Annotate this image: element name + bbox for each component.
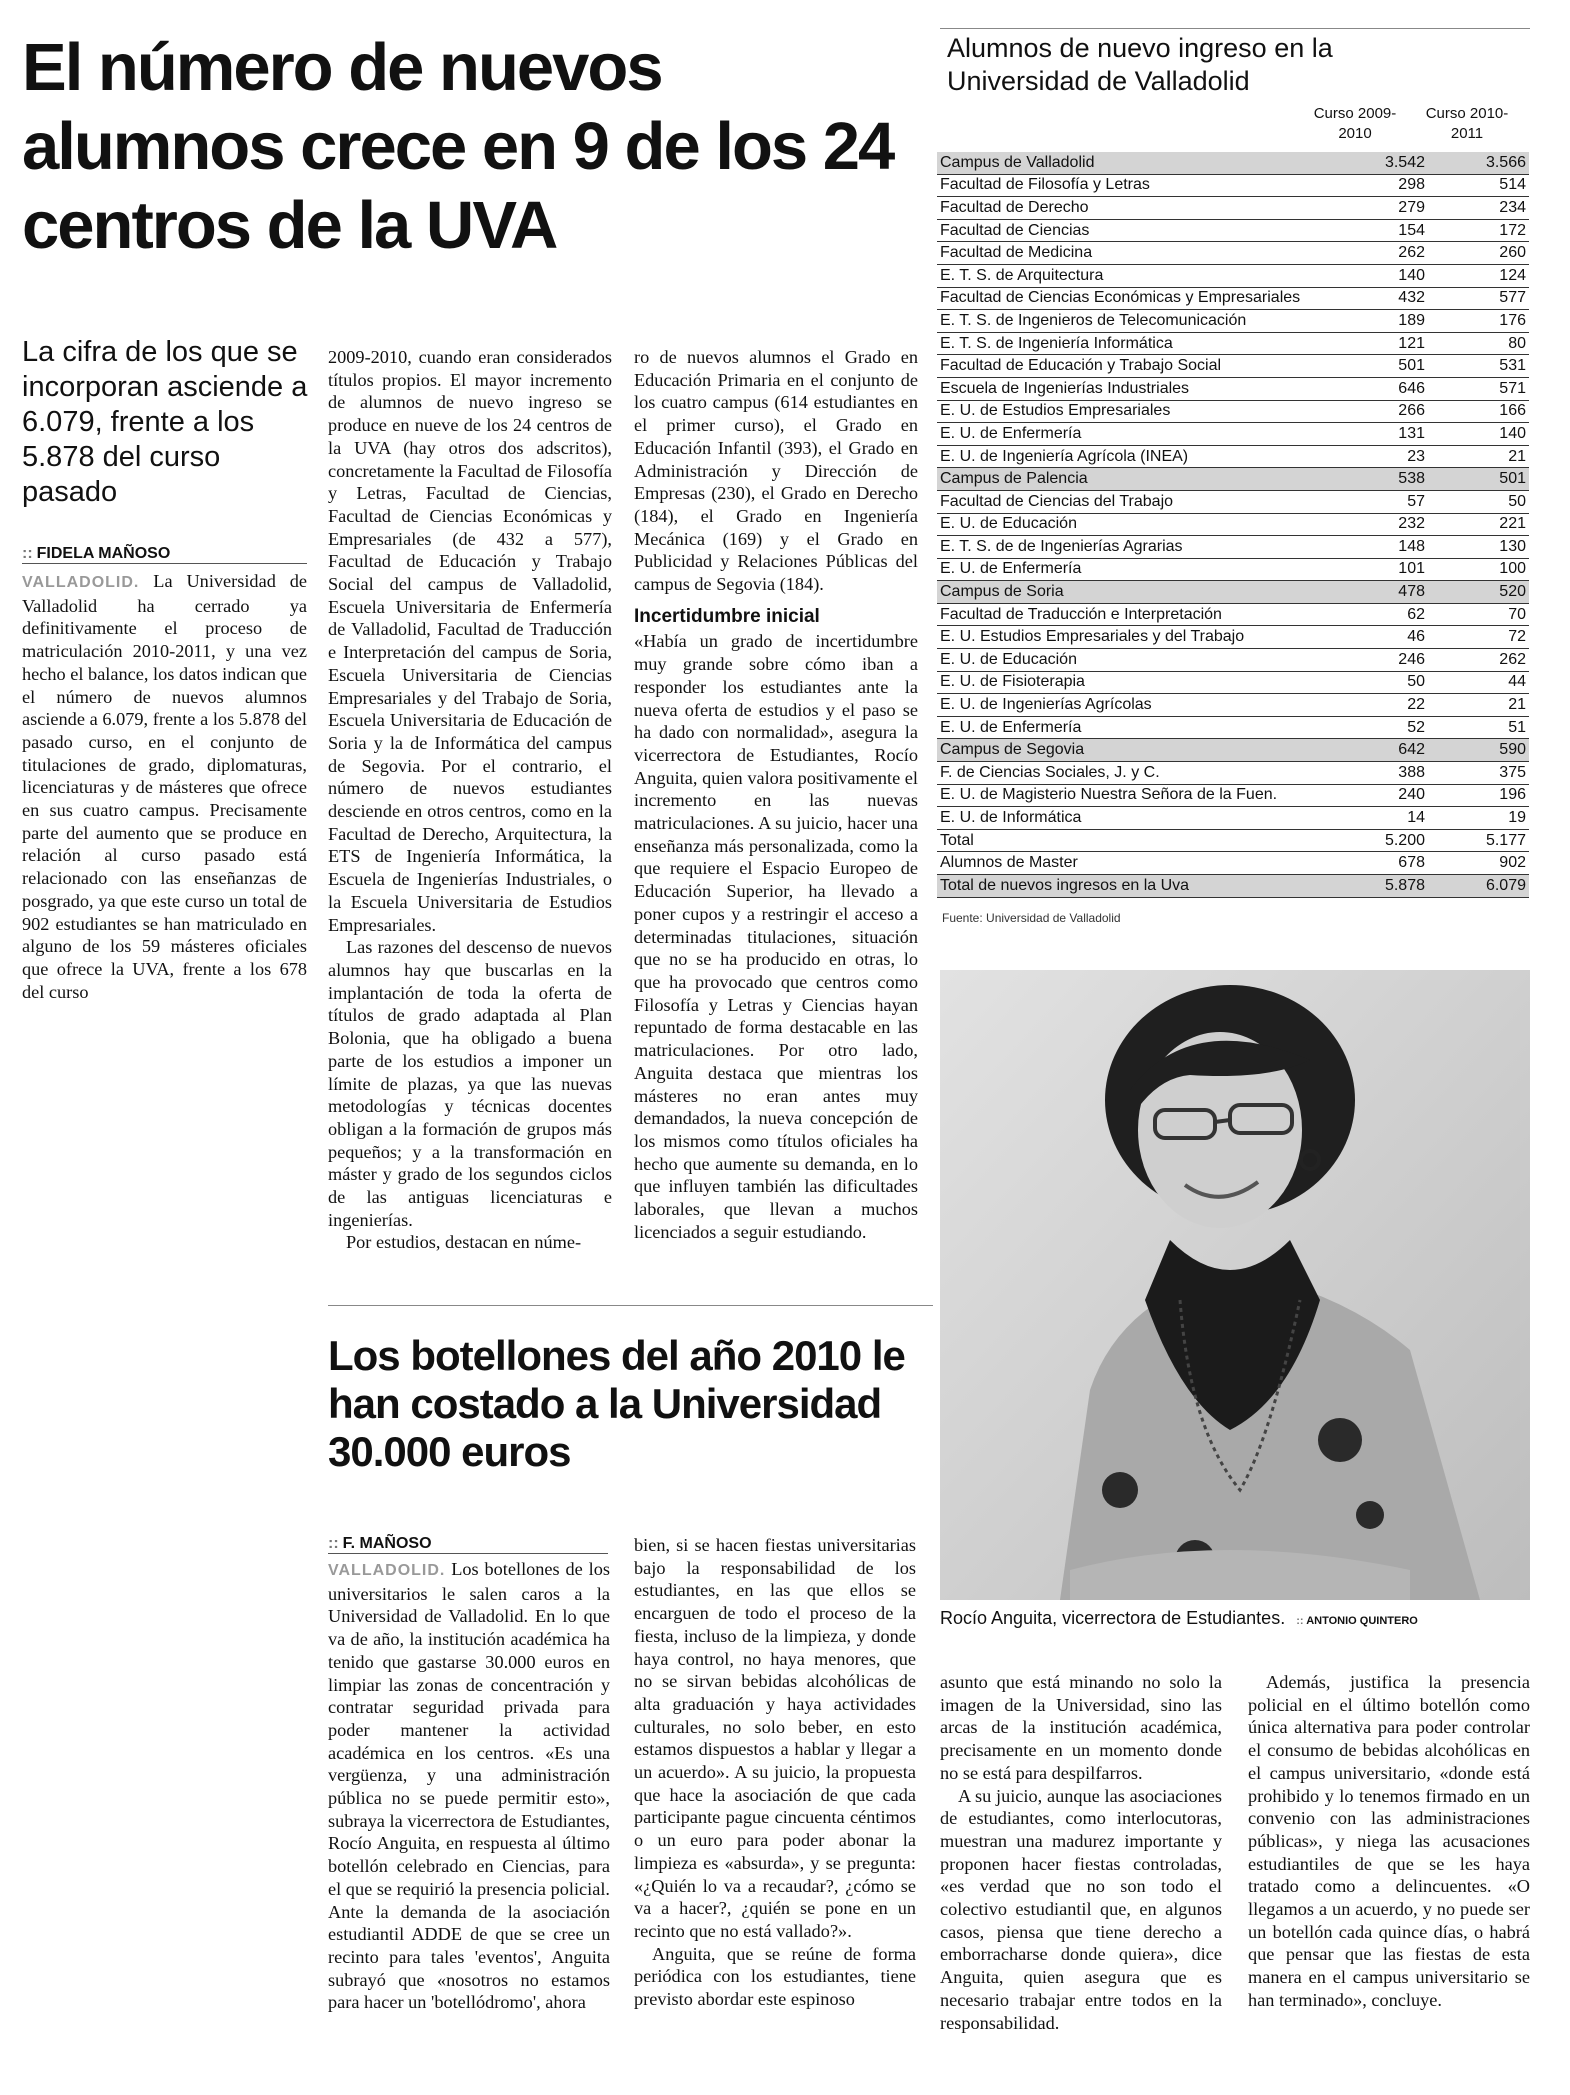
value-2010: 176: [1428, 310, 1529, 333]
paragraph: Las razones del descenso de nuevos alumnos hay que buscarlas en la implantación de toda la oferta de títulos de grado adaptada al Plan Bolonia, que ha obligado a buena parte de los estudios a imponer un límite de plazas, ya que las nuevas metodologías y técnicas docentes obligan a la formación de grupos más pequeños; y a la transformación en máster y grado de los segundos ciclos de las antiguas licenciaturas e ingenierías.: [328, 937, 612, 1230]
byline-author: FIDELA MAÑOSO: [36, 545, 171, 562]
row-label: Facultad de Ciencias Económicas y Empresariales: [937, 287, 1327, 310]
row-label: Total: [937, 829, 1327, 852]
row-label: Facultad de Educación y Trabajo Social: [937, 355, 1327, 378]
dateline: VALLADOLID.: [328, 1562, 446, 1579]
row-label: E. U. de Magisterio Nuestra Señora de la Fuen.: [937, 784, 1327, 807]
value-2010: 100: [1428, 558, 1529, 581]
byline-marker: ::: [22, 545, 33, 562]
section-subheading: Incertidumbre inicial: [634, 605, 820, 627]
value-2009: 240: [1327, 784, 1428, 807]
row-label: E. U. de Educación: [937, 513, 1327, 536]
value-2009: 57: [1327, 490, 1428, 513]
value-2010: 375: [1428, 762, 1529, 785]
table-row: [937, 852, 1529, 875]
value-2009: 246: [1327, 649, 1428, 672]
table-row: [937, 694, 1529, 717]
value-2010: 44: [1428, 671, 1529, 694]
table-row: [937, 400, 1529, 423]
table-row: [937, 513, 1529, 536]
table-source: Fuente: Universidad de Valladolid: [942, 911, 1121, 925]
table-row: [937, 875, 1529, 898]
byline-author: F. MAÑOSO: [342, 1535, 432, 1552]
value-2009: 642: [1327, 739, 1428, 762]
value-2010: 124: [1428, 264, 1529, 287]
row-label: E. T. S. de Ingeniería Informática: [937, 332, 1327, 355]
table-row: [937, 807, 1529, 830]
value-2009: 298: [1327, 174, 1428, 197]
table-row: [937, 716, 1529, 739]
value-2010: 221: [1428, 513, 1529, 536]
value-2010: 70: [1428, 603, 1529, 626]
paragraph: 2009-2010, cuando eran considerados títulos propios. El mayor incremento de alumnos de nuevo ingreso se produce en nueve de los 24 centros de la UVA (hay otros dos adscritos), concretamente la Facultad de Filosofía y Letras, Facultad de Ciencias, Facultad de Ciencias Económicas y Empresariales (de 432 a 577), Facultad de Educación y Trabajo Social del campus de Valladolid, Escuela Universitaria de Enfermería de Valladolid, Facultad de Traducción e Interpretación del campus de Soria, Escuela Universitaria de Ciencias Empresariales y del Trabajo de Soria, Escuela Universitaria de Educación de Soria y la de Informática del campus de Segovia. Por el contrario, el número de nuevos estudiantes desciende en otros centros, como en la Facultad de Derecho, Arquitectura, la ETS de Ingeniería Informática, la Escuela de Ingenierías Industriales, o la Escuela Universitaria de Estudios Empresariales.: [328, 347, 612, 935]
table-row: [937, 558, 1529, 581]
enrollment-table: [937, 152, 1529, 898]
table-row: [937, 264, 1529, 287]
article1-column-1: [22, 570, 307, 1003]
row-label: E. U. de Enfermería: [937, 423, 1327, 446]
table-row: [937, 174, 1529, 197]
value-2010: 590: [1428, 739, 1529, 762]
byline-rule: [328, 1553, 608, 1554]
credit-marker: ::: [1296, 1615, 1304, 1627]
row-label: E. U. de Ingenierías Agrícolas: [937, 694, 1327, 717]
row-label: E. U. de Enfermería: [937, 558, 1327, 581]
table-column-headers: [1300, 104, 1528, 148]
article2-column-2: [634, 1534, 916, 2011]
value-2009: 101: [1327, 558, 1428, 581]
row-label: E. U. de Estudios Empresariales: [937, 400, 1327, 423]
value-2009: 131: [1327, 423, 1428, 446]
main-subheadline: La cifra de los que se incorporan asciende a 6.079, frente a los 5.878 del curso pasado: [22, 336, 308, 508]
table-row: [937, 377, 1529, 400]
value-2010: 531: [1428, 355, 1529, 378]
paragraph: Además, justifica la presencia policial en el último botellón como única alternativa para poder controlar el consumo de bebidas alcohólicas en el campus universitario, «donde está prohibido y lo tenemos firmado en un convenio con las administraciones públicas», y niega las acusaciones estudiantiles de que se les haya tratado como a delincuentes. «O llegamos a un acuerdo, y no puede ser un botellón cada quince días, o habrá que pensar que las fiestas de esta manera en el campus universitario se han terminado», concluye.: [1248, 1672, 1530, 2010]
row-label: F. de Ciencias Sociales, J. y C.: [937, 762, 1327, 785]
byline: [22, 545, 170, 563]
value-2010: 196: [1428, 784, 1529, 807]
paragraph: bien, si se hacen fiestas universitarias bajo la responsabilidad de los estudiantes, en las que ellos se encarguen de todo el proceso de la fiesta, incluso de la limpieza, y donde haya control, no haya menores, que no se sirvan bebidas alcohólicas de alta graduación y haya actividades culturales, no solo beber, en esto estamos dispuestos a hablar y llegar a un acuerdo». A su juicio, la propuesta que hace la asociación de que cada participante pague cincuenta céntimos o un euro para poder abonar la limpieza es «absurda», y se pregunta: «¿Quién lo va a recaudar?, ¿cómo se va a hacer?, ¿quién se pone en un recinto que no está vallado?».: [634, 1535, 916, 1941]
value-2009: 3.542: [1327, 152, 1428, 174]
row-label: Facultad de Ciencias: [937, 219, 1327, 242]
row-label: E. U. Estudios Empresariales y del Trabajo: [937, 626, 1327, 649]
value-2010: 166: [1428, 400, 1529, 423]
value-2009: 22: [1327, 694, 1428, 717]
row-label: Facultad de Medicina: [937, 242, 1327, 265]
table-row: [937, 310, 1529, 333]
row-label: Campus de Soria: [937, 581, 1327, 604]
table-row: [937, 445, 1529, 468]
table-row: [937, 603, 1529, 626]
value-2010: 520: [1428, 581, 1529, 604]
row-label: E. T. S. de de Ingenierías Agrarias: [937, 536, 1327, 559]
column-header-2009: Curso 2009-2010: [1313, 105, 1397, 142]
value-2010: 21: [1428, 445, 1529, 468]
portrait-photo: [940, 970, 1530, 1600]
table-title: Alumnos de nuevo ingreso en la Universidad de Valladolid: [947, 33, 1333, 96]
table-row: [937, 762, 1529, 785]
row-label: E. U. de Fisioterapia: [937, 671, 1327, 694]
value-2009: 46: [1327, 626, 1428, 649]
value-2010: 234: [1428, 197, 1529, 220]
paragraph: A su juicio, aunque las asociaciones de estudiantes, como interlocutoras, muestran una madurez importante y proponen hacer fiestas controladas, «es verdad que no son todo el colectivo estudiantil que, en algunos casos, piensa que tiene derecho a emborracharse donde quiera», dice Anguita, quien asegura que es necesario trabajar entre todos en la responsabilidad.: [940, 1785, 1222, 2033]
value-2009: 14: [1327, 807, 1428, 830]
dateline: VALLADOLID.: [22, 574, 140, 591]
value-2009: 388: [1327, 762, 1428, 785]
value-2010: 80: [1428, 332, 1529, 355]
value-2010: 577: [1428, 287, 1529, 310]
value-2009: 154: [1327, 219, 1428, 242]
column-header-2010: Curso 2010-2011: [1425, 105, 1509, 142]
paragraph: ro de nuevos alumnos el Grado en Educación Primaria en el conjunto de los cuatro campus (614 estudiantes en el primer curso), el Grado en Educación Infantil (393), el Grado en Administración y Dirección de Empresas (230), el Grado en Derecho (184), el Grado en Ingeniería Mecánica (169) y el Grado en Publicidad y Relaciones Públicas del campus de Segovia (184).: [634, 347, 918, 595]
table-row: [937, 468, 1529, 491]
table-row: [937, 152, 1529, 174]
row-label: E. T. S. de Arquitectura: [937, 264, 1327, 287]
row-label: Campus de Valladolid: [937, 152, 1327, 174]
table-row: [937, 784, 1529, 807]
value-2010: 5.177: [1428, 829, 1529, 852]
value-2009: 121: [1327, 332, 1428, 355]
row-label: E. U. de Informática: [937, 807, 1327, 830]
table-top-rule: [940, 28, 1530, 29]
byline-rule: [22, 563, 307, 564]
value-2009: 232: [1327, 513, 1428, 536]
table-row: [937, 649, 1529, 672]
row-label: Facultad de Filosofía y Letras: [937, 174, 1327, 197]
table-row: [937, 219, 1529, 242]
value-2010: 902: [1428, 852, 1529, 875]
value-2009: 432: [1327, 287, 1428, 310]
paragraph: La Universidad de Valladolid ha cerrado ya definitivamente el proceso de matriculación 2010-2011, y una vez hecho el balance, los datos indican que el número de nuevos alumnos asciende a 6.079, frente a los 5.878 del pasado curso, en el conjunto de titulaciones de grado, diplomaturas, licenciaturas y de másteres que ofrece en sus cuatro campus. Precisamente parte del aumento que se produce en relación al curso pasado está relacionado con las enseñanzas de posgrado, ya que este curso un total de 902 estudiantes se han matriculado en alguno de los 59 másteres oficiales que ofrece la UVA, frente a los 678 del curso: [22, 571, 307, 1002]
table-row: [937, 536, 1529, 559]
credit-name: ANTONIO QUINTERO: [1306, 1615, 1418, 1627]
paragraph: Por estudios, destacan en núme-: [346, 1232, 582, 1253]
value-2009: 478: [1327, 581, 1428, 604]
paragraph: asunto que está minando no solo la imagen de la Universidad, sino las arcas de la institución académica, precisamente en un momento donde no se está para despilfarros.: [940, 1672, 1222, 1783]
value-2009: 62: [1327, 603, 1428, 626]
value-2009: 189: [1327, 310, 1428, 333]
table-row: [937, 242, 1529, 265]
row-label: Campus de Segovia: [937, 739, 1327, 762]
row-label: Facultad de Derecho: [937, 197, 1327, 220]
value-2009: 678: [1327, 852, 1428, 875]
paragraph: Anguita, que se reúne de forma periódica con los estudiantes, tiene previsto abordar este espinoso: [634, 1943, 916, 2010]
row-label: E. U. de Enfermería: [937, 716, 1327, 739]
article2-column-4: [1248, 1671, 1530, 2012]
row-label: E. T. S. de Ingenieros de Telecomunicación: [937, 310, 1327, 333]
value-2009: 262: [1327, 242, 1428, 265]
photo-caption: [940, 1608, 1530, 1629]
article2-column-3: [940, 1671, 1222, 2034]
table-row: [937, 287, 1529, 310]
table-row: [937, 581, 1529, 604]
value-2010: 172: [1428, 219, 1529, 242]
value-2009: 5.200: [1327, 829, 1428, 852]
value-2010: 514: [1428, 174, 1529, 197]
value-2009: 23: [1327, 445, 1428, 468]
value-2009: 140: [1327, 264, 1428, 287]
value-2009: 52: [1327, 716, 1428, 739]
value-2010: 51: [1428, 716, 1529, 739]
row-label: E. U. de Educación: [937, 649, 1327, 672]
second-headline: Los botellones del año 2010 le han costado a la Universidad 30.000 euros: [328, 1332, 905, 1475]
value-2010: 6.079: [1428, 875, 1529, 898]
value-2010: 260: [1428, 242, 1529, 265]
value-2009: 501: [1327, 355, 1428, 378]
paragraph: Los botellones de los universitarios le salen caros a la Universidad de Valladolid. En lo que va de año, la institución académica ha tenido que gastarse 30.000 euros en limpiar las zonas de concentración y contratar seguridad privada para poder mantener la actividad académica en los centros. «Es una vergüenza, y una administración pública no se puede permitir esto», subraya la vicerrectora de Estudiantes, Rocío Anguita, en respuesta al último botellón celebrado en Ciencias, para el que se requirió la presencia policial. Ante la demanda de la asociación estudiantil ADDE de que se cree un recinto para tales 'eventos', Anguita subrayó que «nosotros no estamos para hacer un 'botellódromo', ahora: [328, 1559, 610, 2013]
table-row: [937, 355, 1529, 378]
row-label: E. U. de Ingeniería Agrícola (INEA): [937, 445, 1327, 468]
table-row: [937, 197, 1529, 220]
article1-column-3: [634, 346, 918, 1243]
value-2009: 148: [1327, 536, 1428, 559]
table-row: [937, 490, 1529, 513]
row-label: Escuela de Ingenierías Industriales: [937, 377, 1327, 400]
row-label: Facultad de Ciencias del Trabajo: [937, 490, 1327, 513]
photo-credit: [1296, 1615, 1418, 1627]
value-2010: 72: [1428, 626, 1529, 649]
value-2010: 50: [1428, 490, 1529, 513]
value-2009: 266: [1327, 400, 1428, 423]
main-headline: El número de nuevos alumnos crece en 9 de los 24 centros de la UVA: [22, 30, 894, 263]
portrait-illustration: [940, 970, 1530, 1600]
row-label: Facultad de Traducción e Interpretación: [937, 603, 1327, 626]
value-2010: 19: [1428, 807, 1529, 830]
value-2009: 646: [1327, 377, 1428, 400]
value-2010: 21: [1428, 694, 1529, 717]
row-label: Campus de Palencia: [937, 468, 1327, 491]
value-2010: 262: [1428, 649, 1529, 672]
table-row: [937, 671, 1529, 694]
article1-column-2: [328, 346, 612, 1254]
table-row: [937, 332, 1529, 355]
value-2010: 501: [1428, 468, 1529, 491]
value-2010: 130: [1428, 536, 1529, 559]
row-label: Total de nuevos ingresos en la Uva: [937, 875, 1327, 898]
value-2010: 3.566: [1428, 152, 1529, 174]
row-label: Alumnos de Master: [937, 852, 1327, 875]
section-divider: [328, 1305, 933, 1306]
table-row: [937, 739, 1529, 762]
value-2009: 5.878: [1327, 875, 1428, 898]
byline-2: [328, 1535, 432, 1553]
article2-column-1: [328, 1558, 610, 2014]
value-2009: 279: [1327, 197, 1428, 220]
value-2010: 140: [1428, 423, 1529, 446]
paragraph: «Había un grado de incertidumbre muy grande sobre cómo iban a responder los estudiantes ante la nueva oferta de estudios y el paso se ha dado con normalidad», asegura la vicerrectora de Estudiantes, Rocío Anguita, quien valora positivamente el incremento en las nuevas matriculaciones. A su juicio, hacer una enseñanza más personalizada, como la que requiere el Espacio Europeo de Educación Superior, ha llevado a poner cupos y a restringir el acceso a determinadas titulaciones, situación que no se ha producido en otras, lo que ha provocado que centros como Filosofía y Letras y Ciencias hayan repuntado de forma destacable en las matriculaciones. Por otro lado, Anguita destaca que mientras los másteres no eran antes muy demandados, la nueva concepción de los mismos como títulos oficiales ha hecho que aumente su demanda, en lo que influyen también las dificultades laborales, que llevan a muchos licenciados a seguir estudiando.: [634, 631, 918, 1242]
caption-text: Rocío Anguita, vicerrectora de Estudiantes.: [940, 1608, 1286, 1628]
byline-marker: ::: [328, 1535, 339, 1552]
value-2009: 50: [1327, 671, 1428, 694]
table-row: [937, 626, 1529, 649]
table-row: [937, 829, 1529, 852]
table-row: [937, 423, 1529, 446]
value-2009: 538: [1327, 468, 1428, 491]
value-2010: 571: [1428, 377, 1529, 400]
